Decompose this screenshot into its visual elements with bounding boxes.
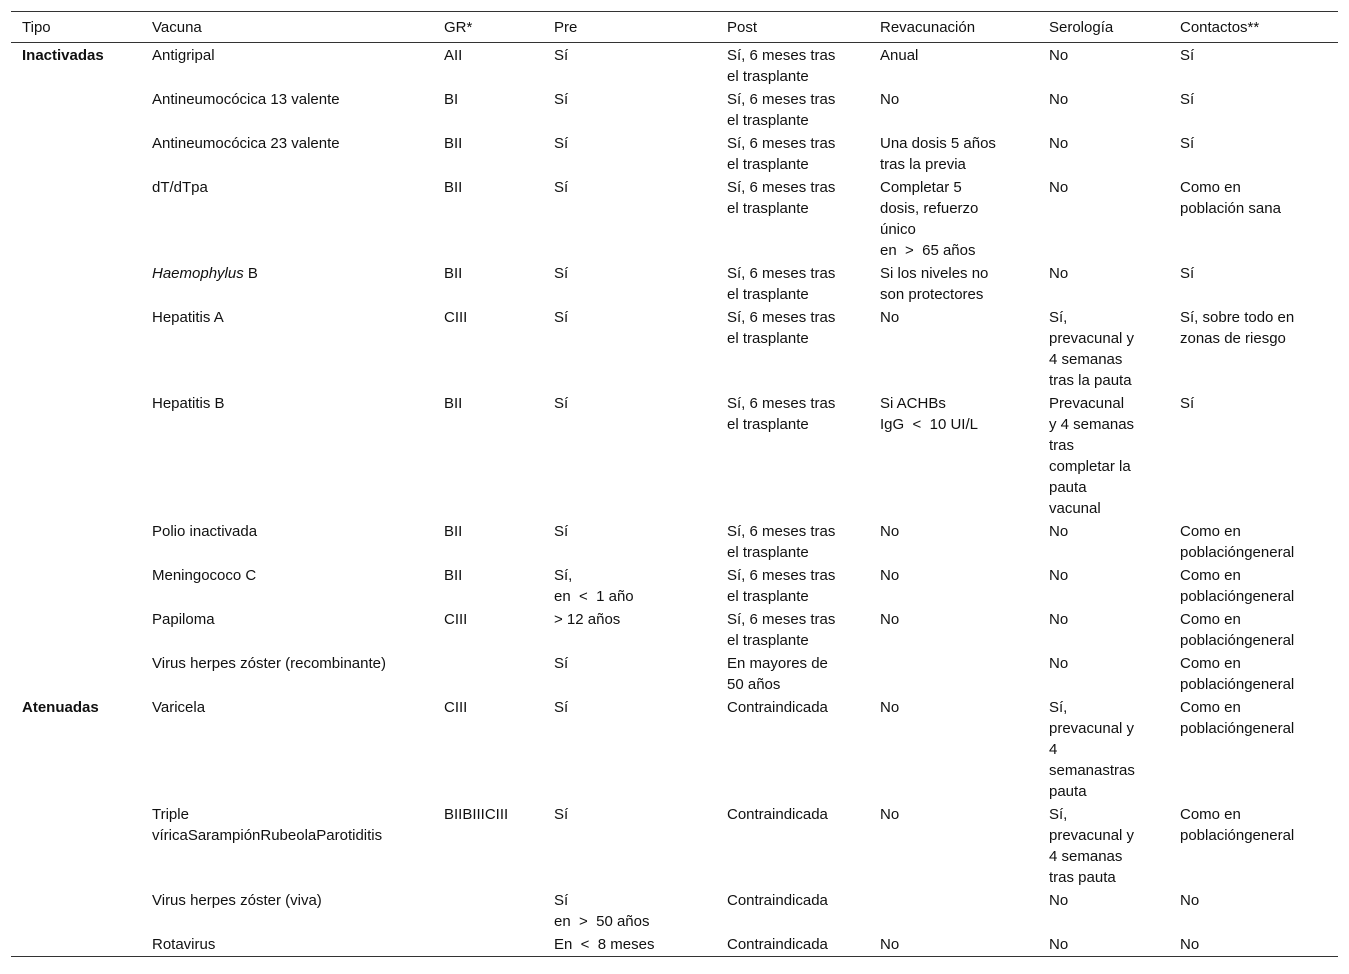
cell-revacunacion-text: No <box>880 309 900 326</box>
cell-gr-text: BII <box>444 523 463 540</box>
cell-vacuna-text: Virus herpes zóster (recombinante) <box>152 655 386 672</box>
cell-pre-text: Sí en > 50 años <box>554 892 650 930</box>
table-row <box>11 392 1338 520</box>
cell-vacuna-text: Varicela <box>152 699 206 716</box>
cell-serologia <box>1038 262 1169 306</box>
cell-pre <box>543 88 716 132</box>
cell-pre-text: > 12 años <box>554 611 621 628</box>
cell-serologia <box>1038 652 1169 696</box>
cell-pre-text: Sí <box>554 395 569 412</box>
cell-post-text: Sí, 6 meses tras el trasplante <box>727 265 836 303</box>
cell-tipo <box>11 88 141 132</box>
cell-tipo-text: Atenuadas <box>22 699 99 716</box>
cell-contactos <box>1169 803 1338 889</box>
cell-gr <box>433 262 543 306</box>
cell-serologia <box>1038 88 1169 132</box>
cell-vacuna <box>141 803 433 889</box>
cell-vacuna <box>141 43 433 89</box>
cell-post <box>716 696 869 803</box>
cell-revacunacion <box>869 608 1038 652</box>
cell-serologia-text: Sí, prevacunal y 4 semanas tras la pauta <box>1049 309 1135 389</box>
cell-vacuna-text: Rotavirus <box>152 936 216 953</box>
cell-contactos <box>1169 564 1338 608</box>
cell-vacuna <box>141 262 433 306</box>
cell-gr <box>433 176 543 262</box>
cell-gr <box>433 564 543 608</box>
cell-pre <box>543 608 716 652</box>
cell-revacunacion-text: No <box>880 699 900 716</box>
cell-vacuna <box>141 88 433 132</box>
cell-contactos-text: Como en poblacióngeneral <box>1180 699 1295 737</box>
cell-post-text: Contraindicada <box>727 806 828 823</box>
cell-contactos-text: Como en poblacióngeneral <box>1180 523 1295 561</box>
cell-revacunacion <box>869 132 1038 176</box>
table-row <box>11 696 1338 803</box>
cell-contactos <box>1169 88 1338 132</box>
cell-vacuna-text: Hepatitis A <box>152 309 224 326</box>
vacuna-italic: Haemophylus <box>152 265 244 282</box>
cell-contactos <box>1169 520 1338 564</box>
cell-pre-text: En < 8 meses <box>554 936 655 953</box>
table-row <box>11 803 1338 889</box>
cell-serologia-text: Sí, prevacunal y 4 semanas tras pauta <box>1049 806 1135 886</box>
cell-post <box>716 933 869 957</box>
cell-gr-text: CIII <box>444 611 468 628</box>
cell-tipo-text: Inactivadas <box>22 47 104 64</box>
cell-vacuna <box>141 520 433 564</box>
cell-gr-text: BI <box>444 91 459 108</box>
cell-vacuna <box>141 652 433 696</box>
cell-post <box>716 564 869 608</box>
cell-contactos-text: Sí, sobre todo en zonas de riesgo <box>1180 309 1295 347</box>
cell-tipo <box>11 608 141 652</box>
cell-contactos-text: Como en poblacióngeneral <box>1180 655 1295 693</box>
header-post: Post <box>727 18 758 36</box>
cell-vacuna <box>141 608 433 652</box>
cell-vacuna-text: Triple víricaSarampiónRubeolaParotiditis <box>152 806 383 844</box>
cell-pre-text: Sí <box>554 523 569 540</box>
cell-post <box>716 88 869 132</box>
cell-vacuna <box>141 306 433 392</box>
cell-revacunacion <box>869 889 1038 933</box>
cell-post-text: En mayores de 50 años <box>727 655 828 693</box>
cell-serologia-text: No <box>1049 567 1069 584</box>
cell-vacuna-text: Antigripal <box>152 47 215 64</box>
cell-vacuna <box>141 933 433 957</box>
cell-vacuna-text: Hepatitis B <box>152 395 225 412</box>
cell-vacuna-text: Polio inactivada <box>152 523 258 540</box>
table-row <box>11 652 1338 696</box>
cell-serologia <box>1038 392 1169 520</box>
cell-serologia <box>1038 803 1169 889</box>
cell-contactos-text: Como en población sana <box>1180 179 1281 217</box>
table-row <box>11 933 1338 957</box>
table-row <box>11 608 1338 652</box>
cell-serologia <box>1038 132 1169 176</box>
cell-post <box>716 306 869 392</box>
cell-pre <box>543 933 716 957</box>
cell-post-text: Contraindicada <box>727 936 828 953</box>
cell-gr <box>433 608 543 652</box>
cell-tipo <box>11 520 141 564</box>
cell-pre <box>543 520 716 564</box>
cell-gr-text: CIII <box>444 309 468 326</box>
cell-serologia <box>1038 520 1169 564</box>
cell-revacunacion <box>869 520 1038 564</box>
cell-pre-text: Sí <box>554 699 569 716</box>
cell-serologia-text: No <box>1049 135 1069 152</box>
cell-contactos-text: Sí <box>1180 135 1195 152</box>
cell-post-text: Sí, 6 meses tras el trasplante <box>727 135 836 173</box>
cell-gr <box>433 696 543 803</box>
cell-vacuna <box>141 889 433 933</box>
cell-pre <box>543 306 716 392</box>
cell-contactos <box>1169 262 1338 306</box>
cell-tipo <box>11 803 141 889</box>
cell-serologia <box>1038 696 1169 803</box>
cell-serologia <box>1038 176 1169 262</box>
cell-contactos-text: Como en poblacióngeneral <box>1180 611 1295 649</box>
cell-revacunacion <box>869 564 1038 608</box>
cell-gr <box>433 803 543 889</box>
cell-pre-text: Sí <box>554 265 569 282</box>
cell-tipo <box>11 43 141 89</box>
cell-post <box>716 520 869 564</box>
header-vacuna: Vacuna <box>152 18 202 36</box>
cell-gr <box>433 88 543 132</box>
cell-revacunacion <box>869 176 1038 262</box>
cell-revacunacion <box>869 43 1038 89</box>
table-row <box>11 520 1338 564</box>
cell-serologia-text: No <box>1049 892 1069 909</box>
cell-contactos <box>1169 889 1338 933</box>
cell-pre <box>543 132 716 176</box>
cell-tipo <box>11 176 141 262</box>
cell-tipo <box>11 889 141 933</box>
cell-vacuna-text: Papiloma <box>152 611 215 628</box>
cell-serologia-text: No <box>1049 265 1069 282</box>
cell-contactos-text: No <box>1180 936 1200 953</box>
cell-vacuna-text: Meningococo C <box>152 567 257 584</box>
cell-gr <box>433 306 543 392</box>
cell-gr <box>433 889 543 933</box>
table-row <box>11 262 1338 306</box>
cell-gr <box>433 933 543 957</box>
cell-contactos <box>1169 696 1338 803</box>
table-header <box>11 12 1338 43</box>
cell-vacuna-text: Antineumocócica 13 valente <box>152 91 340 108</box>
cell-revacunacion-text: Si los niveles no son protectores <box>880 265 989 303</box>
cell-gr-text: AII <box>444 47 463 64</box>
cell-tipo <box>11 132 141 176</box>
cell-vacuna-text: Antineumocócica 23 valente <box>152 135 340 152</box>
cell-gr <box>433 652 543 696</box>
cell-revacunacion <box>869 652 1038 696</box>
cell-vacuna <box>141 132 433 176</box>
cell-pre-text: Sí <box>554 655 569 672</box>
cell-post-text: Sí, 6 meses tras el trasplante <box>727 395 836 433</box>
cell-gr-text: CIII <box>444 699 468 716</box>
cell-gr-text: BII <box>444 567 463 584</box>
vaccination-table <box>11 11 1338 957</box>
cell-contactos <box>1169 306 1338 392</box>
cell-revacunacion-text: No <box>880 523 900 540</box>
cell-gr <box>433 132 543 176</box>
cell-contactos-text: Sí <box>1180 91 1195 108</box>
cell-revacunacion-text: Anual <box>880 47 919 64</box>
cell-revacunacion-text: No <box>880 567 900 584</box>
cell-pre-text: Sí <box>554 135 569 152</box>
cell-post <box>716 132 869 176</box>
cell-post-text: Contraindicada <box>727 892 828 909</box>
cell-contactos <box>1169 43 1338 89</box>
cell-gr <box>433 520 543 564</box>
cell-vacuna <box>141 176 433 262</box>
cell-post <box>716 43 869 89</box>
cell-contactos-text: Sí <box>1180 395 1195 412</box>
cell-serologia-text: No <box>1049 179 1069 196</box>
cell-tipo <box>11 564 141 608</box>
cell-tipo <box>11 696 141 803</box>
cell-pre <box>543 803 716 889</box>
cell-pre-text: Sí <box>554 179 569 196</box>
cell-serologia-text: No <box>1049 47 1069 64</box>
cell-pre <box>543 43 716 89</box>
cell-tipo <box>11 933 141 957</box>
cell-contactos-text: Sí <box>1180 47 1195 64</box>
cell-post-text: Sí, 6 meses tras el trasplante <box>727 91 836 129</box>
cell-revacunacion <box>869 696 1038 803</box>
cell-post-text: Sí, 6 meses tras el trasplante <box>727 309 836 347</box>
cell-contactos <box>1169 608 1338 652</box>
cell-serologia-text: No <box>1049 91 1069 108</box>
cell-revacunacion <box>869 392 1038 520</box>
cell-revacunacion-text: Si ACHBs IgG < 10 UI/L <box>880 395 978 433</box>
cell-post-text: Contraindicada <box>727 699 828 716</box>
cell-vacuna-text: dT/dTpa <box>152 179 208 196</box>
cell-contactos <box>1169 933 1338 957</box>
cell-serologia-text: No <box>1049 936 1069 953</box>
cell-revacunacion-text: No <box>880 806 900 823</box>
cell-gr <box>433 392 543 520</box>
cell-serologia <box>1038 306 1169 392</box>
cell-pre <box>543 696 716 803</box>
cell-vacuna <box>141 696 433 803</box>
table-row <box>11 564 1338 608</box>
table-row <box>11 43 1338 89</box>
cell-serologia-text: Sí, prevacunal y 4 semanastras pauta <box>1049 699 1135 800</box>
cell-serologia <box>1038 933 1169 957</box>
cell-gr-text: BIIBIIICIII <box>444 806 509 823</box>
cell-serologia <box>1038 564 1169 608</box>
cell-serologia <box>1038 889 1169 933</box>
cell-revacunacion-text: No <box>880 611 900 628</box>
cell-gr-text: BII <box>444 265 463 282</box>
cell-pre-text: Sí <box>554 806 569 823</box>
cell-tipo <box>11 306 141 392</box>
cell-contactos-text: Sí <box>1180 265 1195 282</box>
table-row <box>11 176 1338 262</box>
cell-vacuna-text: Virus herpes zóster (viva) <box>152 892 322 909</box>
cell-pre-text: Sí, en < 1 año <box>554 567 634 605</box>
cell-pre <box>543 652 716 696</box>
cell-post-text: Sí, 6 meses tras el trasplante <box>727 179 836 217</box>
table-row <box>11 306 1338 392</box>
cell-serologia <box>1038 608 1169 652</box>
cell-contactos-text: Como en poblacióngeneral <box>1180 806 1295 844</box>
table-row <box>11 88 1338 132</box>
cell-pre <box>543 262 716 306</box>
cell-revacunacion-text: No <box>880 91 900 108</box>
cell-post <box>716 803 869 889</box>
cell-revacunacion <box>869 933 1038 957</box>
cell-post-text: Sí, 6 meses tras el trasplante <box>727 567 836 605</box>
cell-contactos <box>1169 652 1338 696</box>
cell-serologia-text: No <box>1049 611 1069 628</box>
cell-tipo <box>11 392 141 520</box>
cell-gr-text: BII <box>444 395 463 412</box>
header-gr: GR* <box>444 18 473 36</box>
cell-tipo <box>11 652 141 696</box>
cell-post-text: Sí, 6 meses tras el trasplante <box>727 611 836 649</box>
cell-post <box>716 176 869 262</box>
cell-gr-text: BII <box>444 135 463 152</box>
cell-post <box>716 652 869 696</box>
cell-pre-text: Sí <box>554 47 569 64</box>
cell-serologia-text: No <box>1049 655 1069 672</box>
cell-pre <box>543 889 716 933</box>
cell-pre-text: Sí <box>554 91 569 108</box>
cell-revacunacion <box>869 262 1038 306</box>
cell-contactos <box>1169 132 1338 176</box>
table-body <box>11 43 1338 957</box>
header-contactos: Contactos** <box>1180 18 1260 36</box>
cell-post-text: Sí, 6 meses tras el trasplante <box>727 47 836 85</box>
cell-serologia-text: No <box>1049 523 1069 540</box>
vacuna-text: B <box>243 265 258 282</box>
cell-contactos <box>1169 176 1338 262</box>
cell-vacuna <box>141 392 433 520</box>
cell-revacunacion-text: Completar 5 dosis, refuerzo único en > 65 años <box>880 179 979 259</box>
cell-revacunacion-text: Una dosis 5 años tras la previa <box>880 135 996 173</box>
cell-post <box>716 392 869 520</box>
cell-post <box>716 889 869 933</box>
table-row <box>11 132 1338 176</box>
cell-serologia-text: Prevacunal y 4 semanas tras completar la pauta vacunal <box>1049 395 1135 517</box>
cell-post <box>716 262 869 306</box>
cell-pre <box>543 176 716 262</box>
header-serologia: Serología <box>1049 18 1114 36</box>
table-row <box>11 889 1338 933</box>
cell-revacunacion <box>869 803 1038 889</box>
cell-revacunacion <box>869 306 1038 392</box>
header-revacunacion: Revacunación <box>880 18 976 36</box>
cell-revacunacion-text: No <box>880 936 900 953</box>
cell-revacunacion <box>869 88 1038 132</box>
header-pre: Pre <box>554 18 578 36</box>
header-tipo: Tipo <box>22 18 51 36</box>
cell-pre-text: Sí <box>554 309 569 326</box>
cell-tipo <box>11 262 141 306</box>
cell-pre <box>543 564 716 608</box>
cell-contactos-text: No <box>1180 892 1200 909</box>
cell-pre <box>543 392 716 520</box>
cell-serologia <box>1038 43 1169 89</box>
cell-post <box>716 608 869 652</box>
cell-contactos <box>1169 392 1338 520</box>
cell-gr <box>433 43 543 89</box>
cell-gr-text: BII <box>444 179 463 196</box>
cell-post-text: Sí, 6 meses tras el trasplante <box>727 523 836 561</box>
cell-vacuna <box>141 564 433 608</box>
cell-contactos-text: Como en poblacióngeneral <box>1180 567 1295 605</box>
